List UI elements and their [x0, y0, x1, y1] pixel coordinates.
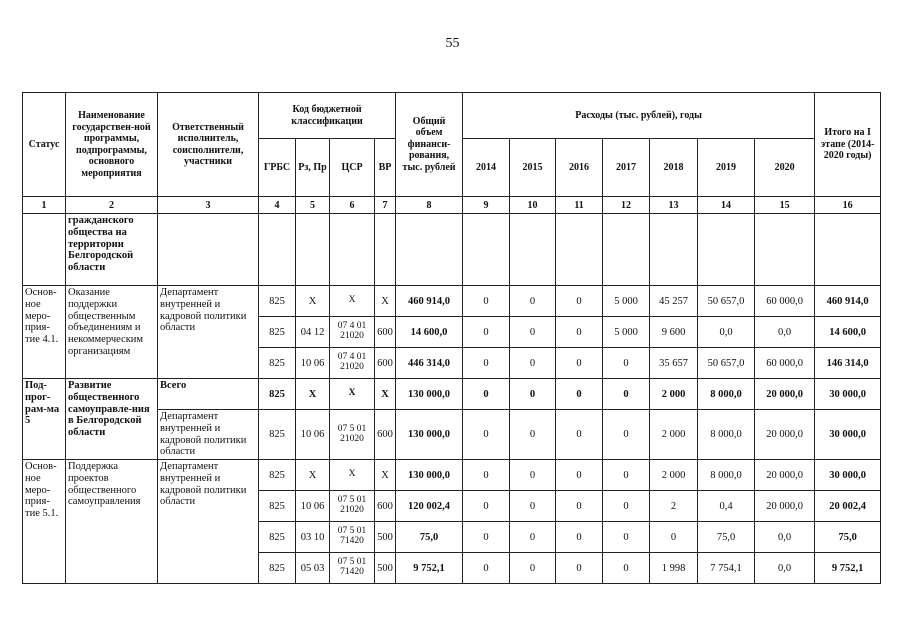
cell-total: 446 314,0 — [396, 348, 463, 379]
cell-name: Поддержка проектов общественного самоуправления — [66, 460, 158, 584]
cell-responsible: Всего — [158, 379, 259, 410]
cell-2020: 20 000,0 — [755, 460, 815, 491]
cell-2018: 2 000 — [650, 410, 698, 460]
cell-grbs: 825 — [259, 460, 296, 491]
header-itogo: Итого на I этапе (2014-2020 годы) — [815, 93, 881, 197]
cell-2014: 0 — [463, 286, 510, 317]
header-year: 2018 — [650, 139, 698, 197]
column-index-row — [23, 197, 881, 214]
cell-total: 130 000,0 — [396, 460, 463, 491]
cell-2014: 0 — [463, 317, 510, 348]
cell-2016: 0 — [556, 317, 603, 348]
budget-table — [22, 92, 881, 584]
cell-grbs: 825 — [259, 491, 296, 522]
cell-2018: 2 — [650, 491, 698, 522]
cell-name: Развитие общественного самоуправле-ния в Белгородской области — [66, 379, 158, 460]
cell-2015: 0 — [510, 460, 556, 491]
cell-itogo: 30 000,0 — [815, 410, 881, 460]
cell-2016: 0 — [556, 522, 603, 553]
cell-grbs: 825 — [259, 286, 296, 317]
cell-status: Основ-ное меро-прия-тие 4.1. — [23, 286, 66, 379]
cell-vr: X — [375, 379, 396, 410]
header-grbs: ГРБС — [259, 139, 296, 197]
cell-2015: 0 — [510, 348, 556, 379]
cell-2020: 0,0 — [755, 522, 815, 553]
cell-vr: 600 — [375, 491, 396, 522]
cell-grbs: 825 — [259, 348, 296, 379]
table-body — [23, 214, 881, 584]
cell-2015: 0 — [510, 286, 556, 317]
cell-2019: 0,0 — [698, 317, 755, 348]
cell-grbs: 825 — [259, 522, 296, 553]
cell-2014: 0 — [463, 379, 510, 410]
cell-2014: 0 — [463, 410, 510, 460]
cell-csr: 07 5 01 71420 — [330, 553, 375, 584]
header-name: Наименование государствен-ной программы, подпрограммы, основного мероприятия — [66, 93, 158, 197]
header-year: 2015 — [510, 139, 556, 197]
page-number: 55 — [445, 36, 460, 51]
cell-2015: 0 — [510, 553, 556, 584]
cell-vr: X — [375, 460, 396, 491]
header-csr: ЦСР — [330, 139, 375, 197]
cell-grbs: 825 — [259, 379, 296, 410]
cell-grbs: 825 — [259, 553, 296, 584]
cell-rzpr: 04 12 — [296, 317, 330, 348]
cell-name: гражданского общества на территории Белгородской области — [66, 214, 158, 286]
cell-total: 14 600,0 — [396, 317, 463, 348]
header-budget-code: Код бюджетной классификации — [259, 93, 396, 139]
column-index: 5 — [296, 197, 330, 214]
header-total: Общий объем финанси-рования, тыс. рублей — [396, 93, 463, 197]
cell-2017: 0 — [603, 522, 650, 553]
cell-2014: 0 — [463, 553, 510, 584]
cell-total: 460 914,0 — [396, 286, 463, 317]
cell-2015: 0 — [510, 317, 556, 348]
cell-itogo: 30 000,0 — [815, 460, 881, 491]
cell-rzpr: 03 10 — [296, 522, 330, 553]
cell-2016: 0 — [556, 286, 603, 317]
cell-2020: 0,0 — [755, 553, 815, 584]
cell-total: 120 002,4 — [396, 491, 463, 522]
cell-2020: 20 000,0 — [755, 491, 815, 522]
cell-2019: 50 657,0 — [698, 348, 755, 379]
cell-2018: 1 998 — [650, 553, 698, 584]
cell-2015: 0 — [510, 410, 556, 460]
cell-2018: 9 600 — [650, 317, 698, 348]
cell-grbs: 825 — [259, 317, 296, 348]
column-index: 8 — [396, 197, 463, 214]
cell-responsible: Департамент внутренней и кадровой политики области — [158, 286, 259, 379]
column-index: 6 — [330, 197, 375, 214]
cell-2019: 7 754,1 — [698, 553, 755, 584]
cell-responsible: Департамент внутренней и кадровой политики области — [158, 410, 259, 460]
cell-csr: 07 4 01 21020 — [330, 348, 375, 379]
cell-2014: 0 — [463, 491, 510, 522]
header-year: 2020 — [755, 139, 815, 197]
cell-vr: 600 — [375, 317, 396, 348]
cell-2020: 20 000,0 — [755, 410, 815, 460]
column-index: 3 — [158, 197, 259, 214]
cell-2019: 75,0 — [698, 522, 755, 553]
cell-2020: 20 000,0 — [755, 379, 815, 410]
column-index: 9 — [463, 197, 510, 214]
cell-itogo: 20 002,4 — [815, 491, 881, 522]
cell-csr: 07 5 01 21020 — [330, 410, 375, 460]
column-index: 10 — [510, 197, 556, 214]
cell-2019: 0,4 — [698, 491, 755, 522]
column-index: 2 — [66, 197, 158, 214]
cell-rzpr: X — [296, 286, 330, 317]
cell-csr: X — [330, 286, 375, 317]
cell-2015: 0 — [510, 379, 556, 410]
table-row — [23, 286, 881, 317]
header-responsible: Ответственный исполнитель, соисполнители, участники — [158, 93, 259, 197]
cell-itogo: 30 000,0 — [815, 379, 881, 410]
cell-status — [23, 214, 66, 286]
column-index: 11 — [556, 197, 603, 214]
cell-2018: 45 257 — [650, 286, 698, 317]
cell-2015: 0 — [510, 491, 556, 522]
cell-2014: 0 — [463, 460, 510, 491]
cell-2014: 0 — [463, 348, 510, 379]
cell-2017: 0 — [603, 553, 650, 584]
cell-rzpr: 10 06 — [296, 491, 330, 522]
column-index: 13 — [650, 197, 698, 214]
header-expenses: Расходы (тыс. рублей), годы — [463, 93, 815, 139]
column-index: 7 — [375, 197, 396, 214]
cell-rzpr: X — [296, 460, 330, 491]
column-index: 15 — [755, 197, 815, 214]
cell-total: 130 000,0 — [396, 410, 463, 460]
cell-vr: X — [375, 286, 396, 317]
cell-total: 9 752,1 — [396, 553, 463, 584]
cell-vr: 500 — [375, 553, 396, 584]
table-row — [23, 379, 881, 410]
cell-vr: 600 — [375, 410, 396, 460]
header-status: Статус — [23, 93, 66, 197]
cell-2015: 0 — [510, 522, 556, 553]
cell-2019: 8 000,0 — [698, 410, 755, 460]
cell-itogo: 9 752,1 — [815, 553, 881, 584]
column-index: 16 — [815, 197, 881, 214]
cell-csr: X — [330, 379, 375, 410]
cell-2017: 0 — [603, 410, 650, 460]
cell-total: 75,0 — [396, 522, 463, 553]
cell-itogo: 146 314,0 — [815, 348, 881, 379]
continuation-row — [23, 214, 881, 286]
cell-2014: 0 — [463, 522, 510, 553]
header-rzpr: Рз, Пр — [296, 139, 330, 197]
cell-itogo: 14 600,0 — [815, 317, 881, 348]
cell-rzpr: 05 03 — [296, 553, 330, 584]
cell-2018: 2 000 — [650, 379, 698, 410]
cell-2017: 5 000 — [603, 286, 650, 317]
cell-total: 130 000,0 — [396, 379, 463, 410]
cell-name: Оказание поддержки общественным объединениям и некоммерческим организациям — [66, 286, 158, 379]
cell-csr: 07 5 01 71420 — [330, 522, 375, 553]
header-year: 2017 — [603, 139, 650, 197]
cell-grbs: 825 — [259, 410, 296, 460]
cell-2017: 0 — [603, 460, 650, 491]
header-year: 2016 — [556, 139, 603, 197]
cell-itogo: 75,0 — [815, 522, 881, 553]
cell-2017: 0 — [603, 491, 650, 522]
cell-2016: 0 — [556, 491, 603, 522]
cell-2019: 8 000,0 — [698, 379, 755, 410]
cell-2017: 0 — [603, 379, 650, 410]
column-index: 1 — [23, 197, 66, 214]
cell-2018: 0 — [650, 522, 698, 553]
cell-2019: 8 000,0 — [698, 460, 755, 491]
cell-2016: 0 — [556, 379, 603, 410]
cell-status: Основ-ное меро-прия-тие 5.1. — [23, 460, 66, 584]
table-row — [23, 460, 881, 491]
header-year: 2014 — [463, 139, 510, 197]
cell-2020: 60 000,0 — [755, 286, 815, 317]
cell-2020: 0,0 — [755, 317, 815, 348]
cell-vr: 600 — [375, 348, 396, 379]
cell-rzpr: 10 06 — [296, 348, 330, 379]
cell-2016: 0 — [556, 553, 603, 584]
cell-2019: 50 657,0 — [698, 286, 755, 317]
cell-2020: 60 000,0 — [755, 348, 815, 379]
column-index: 12 — [603, 197, 650, 214]
cell-2016: 0 — [556, 348, 603, 379]
header-year: 2019 — [698, 139, 755, 197]
cell-itogo: 460 914,0 — [815, 286, 881, 317]
cell-2018: 35 657 — [650, 348, 698, 379]
header-vr: ВР — [375, 139, 396, 197]
cell-rzpr: X — [296, 379, 330, 410]
column-index: 14 — [698, 197, 755, 214]
cell-csr: X — [330, 460, 375, 491]
cell-csr: 07 4 01 21020 — [330, 317, 375, 348]
cell-status: Под-прог-рам-ма 5 — [23, 379, 66, 460]
cell-responsible: Департамент внутренней и кадровой политики области — [158, 460, 259, 584]
cell-csr: 07 5 01 21020 — [330, 491, 375, 522]
cell-vr: 500 — [375, 522, 396, 553]
cell-rzpr: 10 06 — [296, 410, 330, 460]
cell-2016: 0 — [556, 410, 603, 460]
cell-2016: 0 — [556, 460, 603, 491]
cell-2017: 5 000 — [603, 317, 650, 348]
column-index: 4 — [259, 197, 296, 214]
cell-2017: 0 — [603, 348, 650, 379]
cell-2018: 2 000 — [650, 460, 698, 491]
